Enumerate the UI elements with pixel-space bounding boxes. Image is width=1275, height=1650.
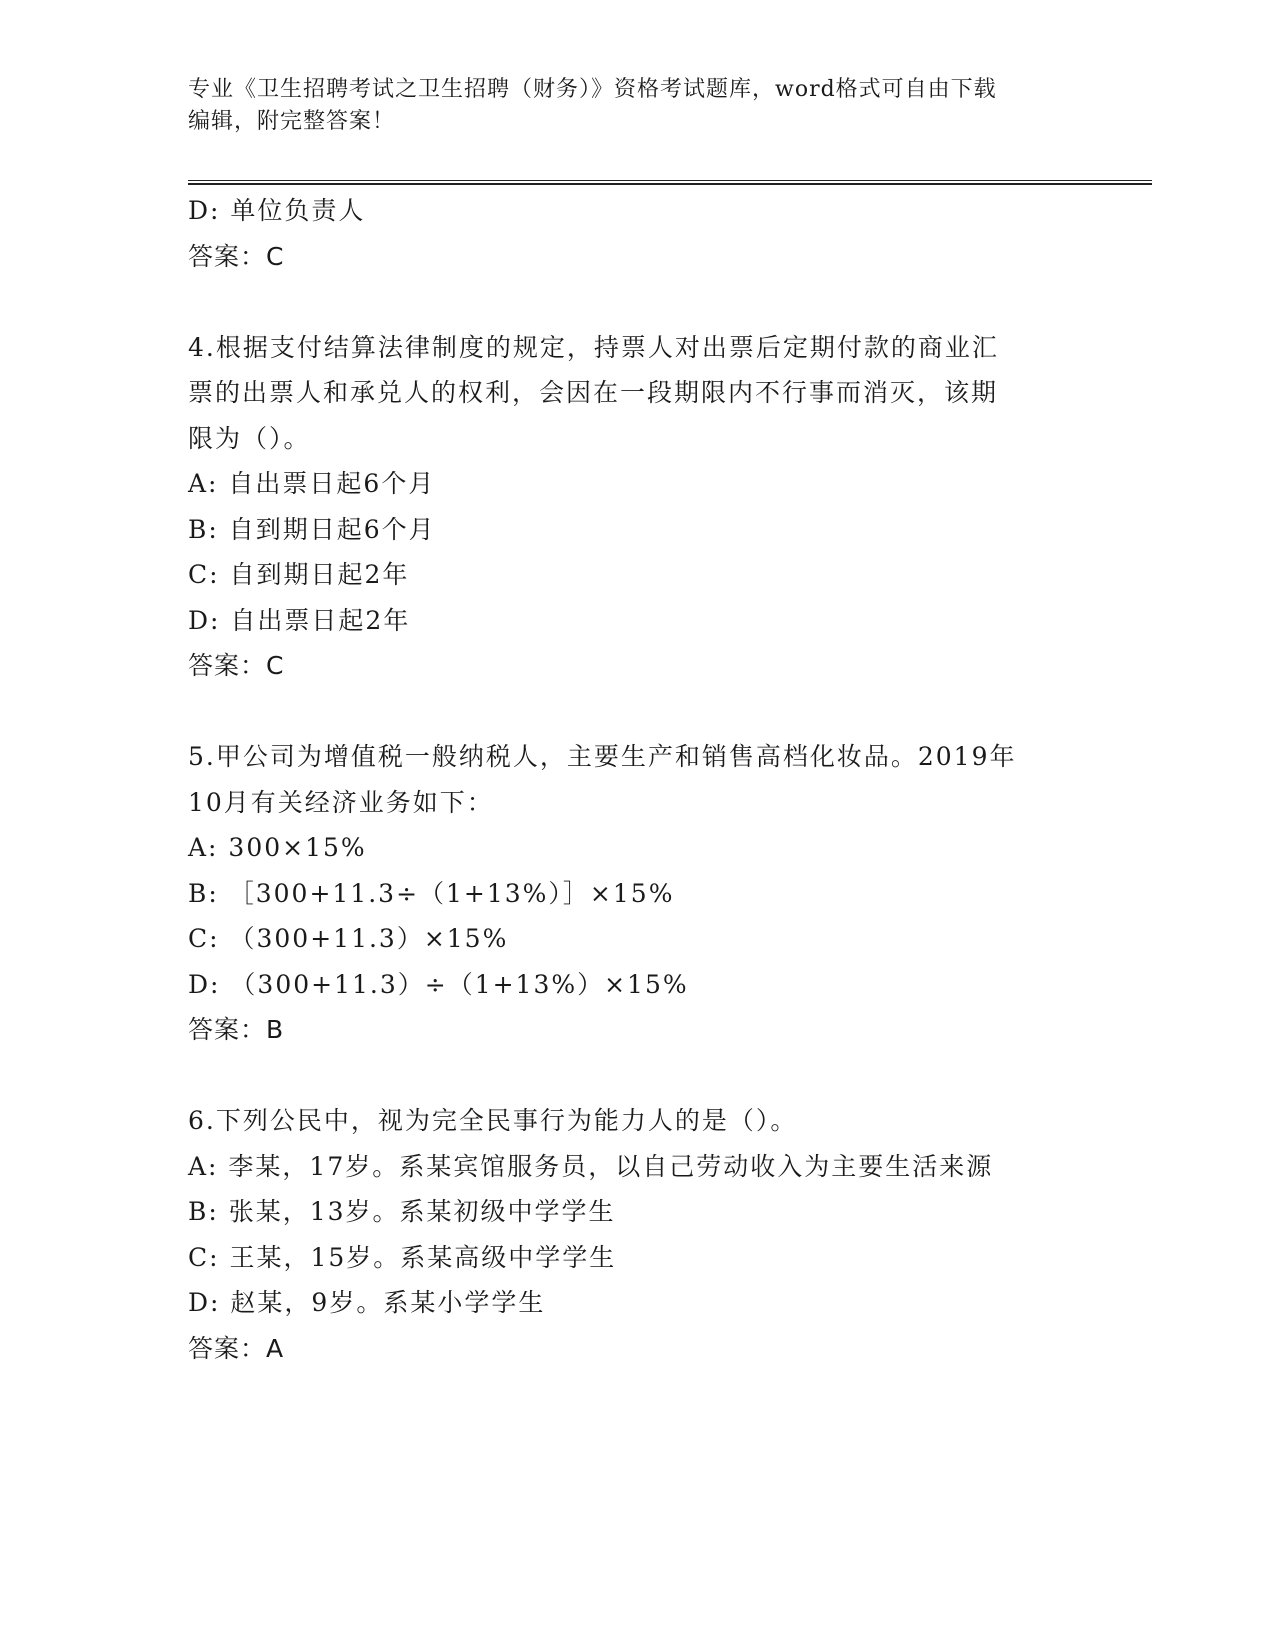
option-a: A: 300×15% bbox=[188, 833, 367, 862]
page-header bbox=[188, 74, 1088, 138]
option-b: B: 张某，13岁。系某初级中学学生 bbox=[188, 1197, 616, 1226]
option-b: B: ［300+11.3÷（1+13%）］×15% bbox=[188, 878, 675, 908]
option-d: D: 自出票日起2年 bbox=[188, 605, 411, 635]
question-stem: 6.下列公民中，视为完全民事行为能力人的是（）。 bbox=[188, 1106, 798, 1135]
answer-line: 答案：B bbox=[188, 1015, 285, 1044]
spacer bbox=[188, 279, 1088, 325]
option-c: C: 王某，15岁。系某高级中学学生 bbox=[188, 1242, 617, 1272]
question-stem: 票的出票人和承兑人的权利，会因在一段期限内不行事而消灭，该期 bbox=[188, 378, 999, 407]
header-line-1: 专业《卫生招聘考试之卫生招聘（财务）》资格考试题库，word格式可自由下载 bbox=[188, 77, 997, 102]
answer-line: 答案：C bbox=[188, 651, 285, 680]
question-6 bbox=[188, 1098, 1088, 1371]
option-d: D: （300+11.3）÷（1+13%）×15% bbox=[188, 969, 689, 999]
question-4 bbox=[188, 325, 1088, 689]
document-body bbox=[188, 188, 1088, 1371]
option-a: A: 李某，17岁。系某宾馆服务员，以自己劳动收入为主要生活来源 bbox=[188, 1151, 994, 1181]
option-a: A: 自出票日起6个月 bbox=[188, 469, 436, 498]
spacer bbox=[188, 1053, 1088, 1099]
option-b: B: 自到期日起6个月 bbox=[188, 514, 436, 544]
option-c: C: （300+11.3）×15% bbox=[188, 924, 509, 953]
option-d: D: 单位负责人 bbox=[188, 196, 366, 225]
question-stem: 5.甲公司为增值税一般纳税人，主要生产和销售高档化妆品。2019年 bbox=[188, 742, 1017, 771]
option-c: C: 自到期日起2年 bbox=[188, 560, 410, 589]
answer-line: 答案：A bbox=[188, 1333, 285, 1363]
answer-line: 答案：C bbox=[188, 241, 285, 271]
previous-question-tail bbox=[188, 188, 1088, 279]
question-5 bbox=[188, 734, 1088, 1053]
question-stem: 4.根据支付结算法律制度的规定，持票人对出票后定期付款的商业汇 bbox=[188, 332, 999, 362]
question-stem: 限为（）。 bbox=[188, 423, 311, 453]
question-stem: 10月有关经济业务如下： bbox=[188, 787, 494, 817]
option-d: D: 赵某，9岁。系某小学学生 bbox=[188, 1288, 546, 1317]
header-divider bbox=[188, 180, 1152, 185]
header-line-2: 编辑，附完整答案！ bbox=[188, 109, 396, 134]
spacer bbox=[188, 689, 1088, 735]
